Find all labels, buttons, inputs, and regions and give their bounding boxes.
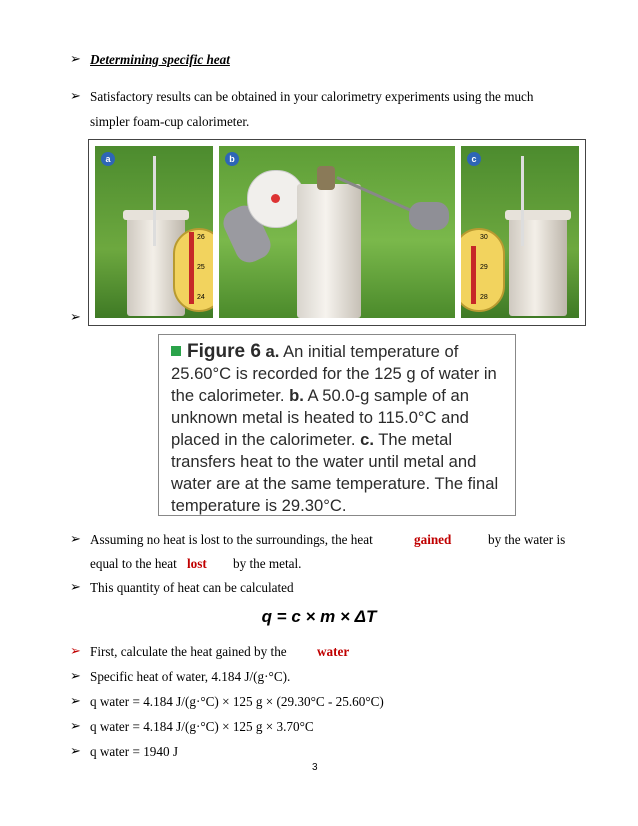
- bullet-arrow-icon: ➢: [70, 744, 81, 759]
- bullet-arrow-icon: ➢: [70, 532, 81, 547]
- bullet-arrow-icon: ➢: [70, 644, 81, 659]
- photo-panel-b: [219, 146, 455, 318]
- assumption-lost: lost: [187, 556, 207, 571]
- step-first-water: water: [317, 644, 350, 659]
- assumption-text-3: equal to the heat: [90, 556, 177, 571]
- cup-lid: [123, 210, 189, 220]
- bullet-arrow-icon: ➢: [70, 89, 81, 104]
- calorimeter-photo: [88, 139, 586, 326]
- panel-label-a: a: [101, 152, 115, 166]
- intro-line-1: Satisfactory results can be obtained in your calorimetry experiments using the much: [90, 89, 534, 104]
- quantity-line: This quantity of heat can be calculated: [90, 580, 294, 595]
- heat-formula: q = c × m × ΔT: [261, 607, 377, 626]
- cup-lid: [505, 210, 571, 220]
- page-number: 3: [312, 762, 318, 773]
- panel-label-c: c: [467, 152, 481, 166]
- mercury-column: [471, 246, 476, 304]
- lid-stopper: [271, 194, 280, 203]
- photo-panel-c: c 30 29 28: [461, 146, 579, 318]
- bullet-arrow-icon: ➢: [70, 52, 81, 67]
- intro-line-2: simpler foam-cup calorimeter.: [90, 114, 250, 129]
- caption-marker: [171, 346, 181, 356]
- caption-part-a: An initial temperature of 25.60°C is recorded for the 125 g of water in the calorimeter.: [171, 342, 497, 405]
- assumption-text: Assuming no heat is lost to the surroundings, the heat: [90, 532, 373, 547]
- step-calc-3: q water = 1940 J: [90, 744, 179, 759]
- assumption-text-2: by the water is: [488, 532, 566, 547]
- caption-part-b: A 50.0-g sample of an unknown metal is heated to 115.0°C and placed in the calorimeter.: [171, 386, 469, 449]
- figure-caption: Figure 6 a. An initial temperature of 25.60°C is recorded for the 125 g of water in the calorimeter. b. A 50.0-g sample of an unknown metal is heated to 115.0°C and placed in the calorimeter. c. The metal transfers heat to the water until metal and water are at the same temperature. The final temperature is 29.30°C.: [158, 334, 516, 516]
- bullet-arrow-icon: ➢: [70, 310, 81, 325]
- bullet-arrow-icon: ➢: [70, 669, 81, 684]
- panel-label-b: b: [225, 152, 239, 166]
- step-first: First, calculate the heat gained by the: [90, 644, 287, 659]
- mercury-column: [189, 232, 194, 304]
- caption-figure-label: Figure 6: [187, 341, 261, 362]
- caption-part-c: The metal transfers heat to the water until metal and water are at the same temperature. The final temperature is 29.30°C.: [171, 430, 499, 515]
- photo-panel-a: a 26 25 24: [95, 146, 213, 318]
- bullet-arrow-icon: ➢: [70, 719, 81, 734]
- step-specific-heat: Specific heat of water, 4.184 J/(g·°C).: [90, 669, 291, 684]
- step-calc-2: q water = 4.184 J/(g·°C) × 125 g × 3.70°C: [90, 719, 314, 734]
- bullet-arrow-icon: ➢: [70, 580, 81, 595]
- foam-cup: [509, 216, 567, 316]
- assumption-text-4: by the metal.: [233, 556, 302, 571]
- metal-sample: [317, 166, 335, 190]
- thermometer: [521, 156, 524, 246]
- bullet-arrow-icon: ➢: [70, 694, 81, 709]
- gloved-hand: [409, 202, 449, 230]
- foam-cup: [297, 184, 361, 318]
- thermometer: [153, 156, 156, 246]
- step-calc-1: q water = 4.184 J/(g·°C) × 125 g × (29.30°C - 25.60°C): [90, 694, 384, 709]
- assumption-gained: gained: [414, 532, 452, 547]
- section-heading: Determining specific heat: [90, 52, 230, 67]
